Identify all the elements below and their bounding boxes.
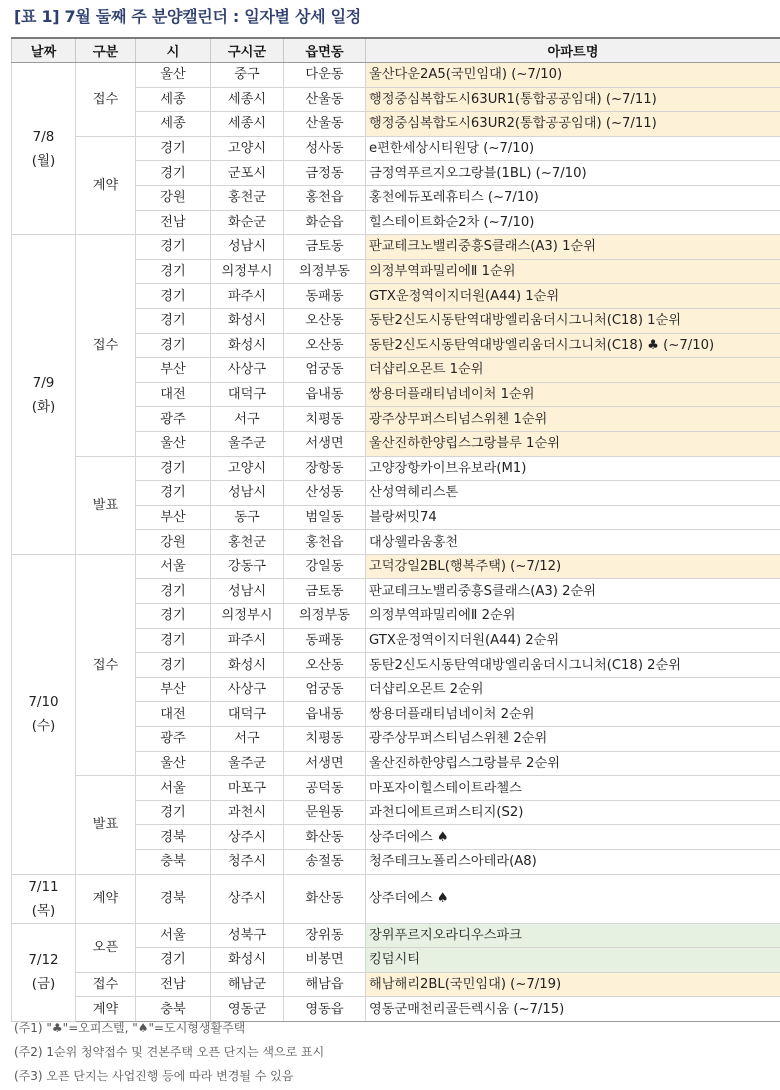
apartment-cell: 광주상무퍼스티넘스위첸 2순위 bbox=[366, 727, 780, 752]
si-cell: 경기 bbox=[136, 136, 211, 161]
dong-cell: 영동읍 bbox=[284, 997, 366, 1022]
dong-cell: 동패동 bbox=[284, 284, 366, 309]
si-cell: 서울 bbox=[136, 923, 211, 948]
si-cell: 광주 bbox=[136, 407, 211, 432]
gu-cell: 마포구 bbox=[211, 776, 284, 801]
apartment-cell: 킹덤시티 bbox=[366, 948, 780, 973]
dong-cell: 송절동 bbox=[284, 850, 366, 875]
table-row bbox=[12, 136, 780, 161]
gu-cell: 화성시 bbox=[211, 948, 284, 973]
dong-cell: 금정동 bbox=[284, 161, 366, 186]
dong-cell: 성사동 bbox=[284, 136, 366, 161]
dong-cell: 의정부동 bbox=[284, 259, 366, 284]
apartment-cell: 광주상무퍼스티넘스위첸 1순위 bbox=[366, 407, 780, 432]
apartment-cell: 울산진하한양립스그랑블루 2순위 bbox=[366, 751, 780, 776]
dong-cell: 엄궁동 bbox=[284, 677, 366, 702]
dong-cell: 문원동 bbox=[284, 800, 366, 825]
dong-cell: 치평동 bbox=[284, 407, 366, 432]
apartment-cell: 마포자이힐스테이트라첼스 bbox=[366, 776, 780, 801]
dong-cell: 산울동 bbox=[284, 87, 366, 112]
calendar-body bbox=[12, 63, 780, 1022]
gu-cell: 세종시 bbox=[211, 87, 284, 112]
dong-cell: 읍내동 bbox=[284, 702, 366, 727]
apartment-cell: 울산진하한양립스그랑블루 1순위 bbox=[366, 431, 780, 456]
gu-cell: 청주시 bbox=[211, 850, 284, 875]
gu-cell: 사상구 bbox=[211, 677, 284, 702]
apartment-cell: 과천디에트르퍼스티지(S2) bbox=[366, 800, 780, 825]
date-cell bbox=[12, 554, 76, 874]
dong-cell: 서생면 bbox=[284, 431, 366, 456]
dong-cell: 동패동 bbox=[284, 628, 366, 653]
dong-cell: 금토동 bbox=[284, 579, 366, 604]
gu-cell: 고양시 bbox=[211, 136, 284, 161]
dong-cell: 비봉면 bbox=[284, 948, 366, 973]
dong-cell: 장항동 bbox=[284, 456, 366, 481]
apartment-cell: 쌍용더플래티넘네이처 2순위 bbox=[366, 702, 780, 727]
si-cell: 경기 bbox=[136, 161, 211, 186]
gu-cell: 울주군 bbox=[211, 431, 284, 456]
dong-cell: 오산동 bbox=[284, 333, 366, 358]
gu-cell: 해남군 bbox=[211, 972, 284, 997]
date-cell bbox=[12, 63, 76, 235]
table-row bbox=[12, 874, 780, 923]
header-apartment: 아파트명 bbox=[366, 38, 780, 63]
si-cell: 강원 bbox=[136, 185, 211, 210]
apartment-cell: 산성역헤리스톤 bbox=[366, 481, 780, 506]
si-cell: 울산 bbox=[136, 63, 211, 88]
type-cell: 발표 bbox=[76, 776, 136, 874]
dong-cell: 화산동 bbox=[284, 825, 366, 850]
type-cell: 접수 bbox=[76, 235, 136, 456]
header-dong: 읍면동 bbox=[284, 38, 366, 63]
dong-cell: 금토동 bbox=[284, 235, 366, 260]
apartment-cell: 의정부역파밀리에Ⅱ 2순위 bbox=[366, 604, 780, 629]
dong-cell: 산울동 bbox=[284, 112, 366, 137]
si-cell: 경기 bbox=[136, 235, 211, 260]
si-cell: 충북 bbox=[136, 850, 211, 875]
type-cell: 접수 bbox=[76, 554, 136, 775]
si-cell: 경기 bbox=[136, 948, 211, 973]
table-row bbox=[12, 63, 780, 88]
gu-cell: 고양시 bbox=[211, 456, 284, 481]
table-row bbox=[12, 776, 780, 801]
gu-cell: 상주시 bbox=[211, 825, 284, 850]
gu-cell: 성남시 bbox=[211, 235, 284, 260]
calendar-table bbox=[11, 37, 780, 1022]
dong-cell: 홍천읍 bbox=[284, 185, 366, 210]
gu-cell: 성남시 bbox=[211, 579, 284, 604]
weekday-label: (목) bbox=[31, 902, 56, 919]
si-cell: 부산 bbox=[136, 677, 211, 702]
apartment-cell: e편한세상시티원당 (~7/10) bbox=[366, 136, 780, 161]
footnote-2: (주2) 1순위 청약접수 및 견본주택 오픈 단지는 색으로 표시 bbox=[14, 1045, 325, 1059]
gu-cell: 영동군 bbox=[211, 997, 284, 1022]
header-type: 구분 bbox=[76, 38, 136, 63]
si-cell: 경기 bbox=[136, 604, 211, 629]
table-row bbox=[12, 972, 780, 997]
gu-cell: 서구 bbox=[211, 727, 284, 752]
dong-cell: 의정부동 bbox=[284, 604, 366, 629]
si-cell: 울산 bbox=[136, 751, 211, 776]
gu-cell: 의정부시 bbox=[211, 259, 284, 284]
date-label: 7/9 bbox=[32, 374, 55, 391]
si-cell: 경기 bbox=[136, 628, 211, 653]
dong-cell: 오산동 bbox=[284, 653, 366, 678]
apartment-cell: 금정역푸르지오그랑블(1BL) (~7/10) bbox=[366, 161, 780, 186]
si-cell: 대전 bbox=[136, 382, 211, 407]
table-row bbox=[12, 554, 780, 579]
gu-cell: 서구 bbox=[211, 407, 284, 432]
type-cell: 발표 bbox=[76, 456, 136, 554]
gu-cell: 화성시 bbox=[211, 333, 284, 358]
gu-cell: 성남시 bbox=[211, 481, 284, 506]
gu-cell: 세종시 bbox=[211, 112, 284, 137]
table-row bbox=[12, 923, 780, 948]
si-cell: 경기 bbox=[136, 456, 211, 481]
weekday-label: (화) bbox=[31, 398, 56, 415]
apartment-cell: GTX운정역이지더원(A44) 1순위 bbox=[366, 284, 780, 309]
apartment-cell: 장위푸르지오라디우스파크 bbox=[366, 923, 780, 948]
table-row bbox=[12, 456, 780, 481]
header-gu: 구시군 bbox=[211, 38, 284, 63]
gu-cell: 울주군 bbox=[211, 751, 284, 776]
si-cell: 충북 bbox=[136, 997, 211, 1022]
apartment-cell: 영동군매천리골든렉시움 (~7/15) bbox=[366, 997, 780, 1022]
si-cell: 세종 bbox=[136, 87, 211, 112]
footnote-1: (주1) "♣"=오피스텔, "♠"=도시형생활주택 bbox=[14, 1021, 246, 1035]
weekday-label: (수) bbox=[31, 718, 56, 735]
footnotes bbox=[14, 1018, 324, 1090]
date-label: 7/10 bbox=[28, 694, 59, 711]
si-cell: 전남 bbox=[136, 972, 211, 997]
dong-cell: 오산동 bbox=[284, 308, 366, 333]
type-cell: 접수 bbox=[76, 972, 136, 997]
si-cell: 강원 bbox=[136, 530, 211, 555]
si-cell: 광주 bbox=[136, 727, 211, 752]
gu-cell: 파주시 bbox=[211, 628, 284, 653]
apartment-cell: 동탄2신도시동탄역대방엘리움더시그니처(C18) 2순위 bbox=[366, 653, 780, 678]
si-cell: 부산 bbox=[136, 505, 211, 530]
gu-cell: 파주시 bbox=[211, 284, 284, 309]
si-cell: 경기 bbox=[136, 481, 211, 506]
type-cell: 계약 bbox=[76, 997, 136, 1022]
dong-cell: 홍천읍 bbox=[284, 530, 366, 555]
si-cell: 경기 bbox=[136, 653, 211, 678]
apartment-cell: 더샵리오몬트 2순위 bbox=[366, 677, 780, 702]
type-cell: 오픈 bbox=[76, 923, 136, 972]
weekday-label: (월) bbox=[31, 152, 56, 169]
gu-cell: 대덕구 bbox=[211, 382, 284, 407]
footnote-3: (주3) 오픈 단지는 사업진행 등에 따라 변경될 수 있음 bbox=[14, 1069, 294, 1083]
apartment-cell: 동탄2신도시동탄역대방엘리움더시그니처(C18) 1순위 bbox=[366, 308, 780, 333]
dong-cell: 공덕동 bbox=[284, 776, 366, 801]
date-label: 7/11 bbox=[28, 878, 59, 895]
si-cell: 경기 bbox=[136, 308, 211, 333]
si-cell: 대전 bbox=[136, 702, 211, 727]
gu-cell: 화성시 bbox=[211, 653, 284, 678]
dong-cell: 엄궁동 bbox=[284, 358, 366, 383]
type-cell: 계약 bbox=[76, 874, 136, 923]
header-si: 시 bbox=[136, 38, 211, 63]
dong-cell: 서생면 bbox=[284, 751, 366, 776]
dong-cell: 강일동 bbox=[284, 554, 366, 579]
si-cell: 경북 bbox=[136, 874, 211, 923]
apartment-cell: 의정부역파밀리에Ⅱ 1순위 bbox=[366, 259, 780, 284]
apartment-cell: 더샵리오몬트 1순위 bbox=[366, 358, 780, 383]
apartment-cell: 홍천에듀포레휴티스 (~7/10) bbox=[366, 185, 780, 210]
table-row bbox=[12, 235, 780, 260]
gu-cell: 강동구 bbox=[211, 554, 284, 579]
gu-cell: 화성시 bbox=[211, 308, 284, 333]
dong-cell: 읍내동 bbox=[284, 382, 366, 407]
apartment-cell: GTX운정역이지더원(A44) 2순위 bbox=[366, 628, 780, 653]
date-label: 7/8 bbox=[32, 128, 55, 145]
apartment-cell: 고양장항카이브유보라(M1) bbox=[366, 456, 780, 481]
dong-cell: 화산동 bbox=[284, 874, 366, 923]
date-cell bbox=[12, 235, 76, 555]
date-cell bbox=[12, 923, 76, 1021]
apartment-cell: 동탄2신도시동탄역대방엘리움더시그니처(C18) ♣ (~7/10) bbox=[366, 333, 780, 358]
si-cell: 서울 bbox=[136, 776, 211, 801]
apartment-cell: 대상웰라움홍천 bbox=[366, 530, 780, 555]
si-cell: 울산 bbox=[136, 431, 211, 456]
si-cell: 부산 bbox=[136, 358, 211, 383]
si-cell: 경기 bbox=[136, 333, 211, 358]
si-cell: 경기 bbox=[136, 800, 211, 825]
date-label: 7/12 bbox=[28, 952, 59, 969]
apartment-cell: 상주더에스 ♠ bbox=[366, 825, 780, 850]
dong-cell: 화순읍 bbox=[284, 210, 366, 235]
gu-cell: 사상구 bbox=[211, 358, 284, 383]
type-cell: 접수 bbox=[76, 63, 136, 137]
gu-cell: 상주시 bbox=[211, 874, 284, 923]
apartment-cell: 블랑써밋74 bbox=[366, 505, 780, 530]
si-cell: 서울 bbox=[136, 554, 211, 579]
apartment-cell: 판교테크노밸리중흥S클래스(A3) 1순위 bbox=[366, 235, 780, 260]
gu-cell: 화순군 bbox=[211, 210, 284, 235]
page-title: [표 1] 7월 둘째 주 분양캘린더 : 일자별 상세 일정 bbox=[14, 7, 361, 26]
si-cell: 세종 bbox=[136, 112, 211, 137]
gu-cell: 과천시 bbox=[211, 800, 284, 825]
type-cell: 계약 bbox=[76, 136, 136, 234]
si-cell: 전남 bbox=[136, 210, 211, 235]
apartment-cell: 행정중심복합도시63UR2(통합공공임대) (~7/11) bbox=[366, 112, 780, 137]
apartment-cell: 청주테크노폴리스아테라(A8) bbox=[366, 850, 780, 875]
dong-cell: 해남읍 bbox=[284, 972, 366, 997]
si-cell: 경기 bbox=[136, 259, 211, 284]
gu-cell: 홍천군 bbox=[211, 185, 284, 210]
apartment-cell: 힐스테이트화순2차 (~7/10) bbox=[366, 210, 780, 235]
date-cell bbox=[12, 874, 76, 923]
gu-cell: 대덕구 bbox=[211, 702, 284, 727]
gu-cell: 동구 bbox=[211, 505, 284, 530]
si-cell: 경북 bbox=[136, 825, 211, 850]
apartment-cell: 행정중심복합도시63UR1(통합공공임대) (~7/11) bbox=[366, 87, 780, 112]
apartment-cell: 해남해리2BL(국민임대) (~7/19) bbox=[366, 972, 780, 997]
gu-cell: 의정부시 bbox=[211, 604, 284, 629]
dong-cell: 다운동 bbox=[284, 63, 366, 88]
gu-cell: 군포시 bbox=[211, 161, 284, 186]
weekday-label: (금) bbox=[31, 976, 56, 993]
si-cell: 경기 bbox=[136, 579, 211, 604]
gu-cell: 중구 bbox=[211, 63, 284, 88]
dong-cell: 범일동 bbox=[284, 505, 366, 530]
dong-cell: 치평동 bbox=[284, 727, 366, 752]
apartment-cell: 고덕강일2BL(행복주택) (~7/12) bbox=[366, 554, 780, 579]
apartment-cell: 쌍용더플래티넘네이처 1순위 bbox=[366, 382, 780, 407]
apartment-cell: 울산다운2A5(국민임대) (~7/10) bbox=[366, 63, 780, 88]
dong-cell: 장위동 bbox=[284, 923, 366, 948]
table-header-row bbox=[12, 38, 780, 63]
apartment-cell: 판교테크노밸리중흥S클래스(A3) 2순위 bbox=[366, 579, 780, 604]
apartment-cell: 상주더에스 ♠ bbox=[366, 874, 780, 923]
header-date: 날짜 bbox=[12, 38, 76, 63]
gu-cell: 성북구 bbox=[211, 923, 284, 948]
gu-cell: 홍천군 bbox=[211, 530, 284, 555]
si-cell: 경기 bbox=[136, 284, 211, 309]
dong-cell: 산성동 bbox=[284, 481, 366, 506]
